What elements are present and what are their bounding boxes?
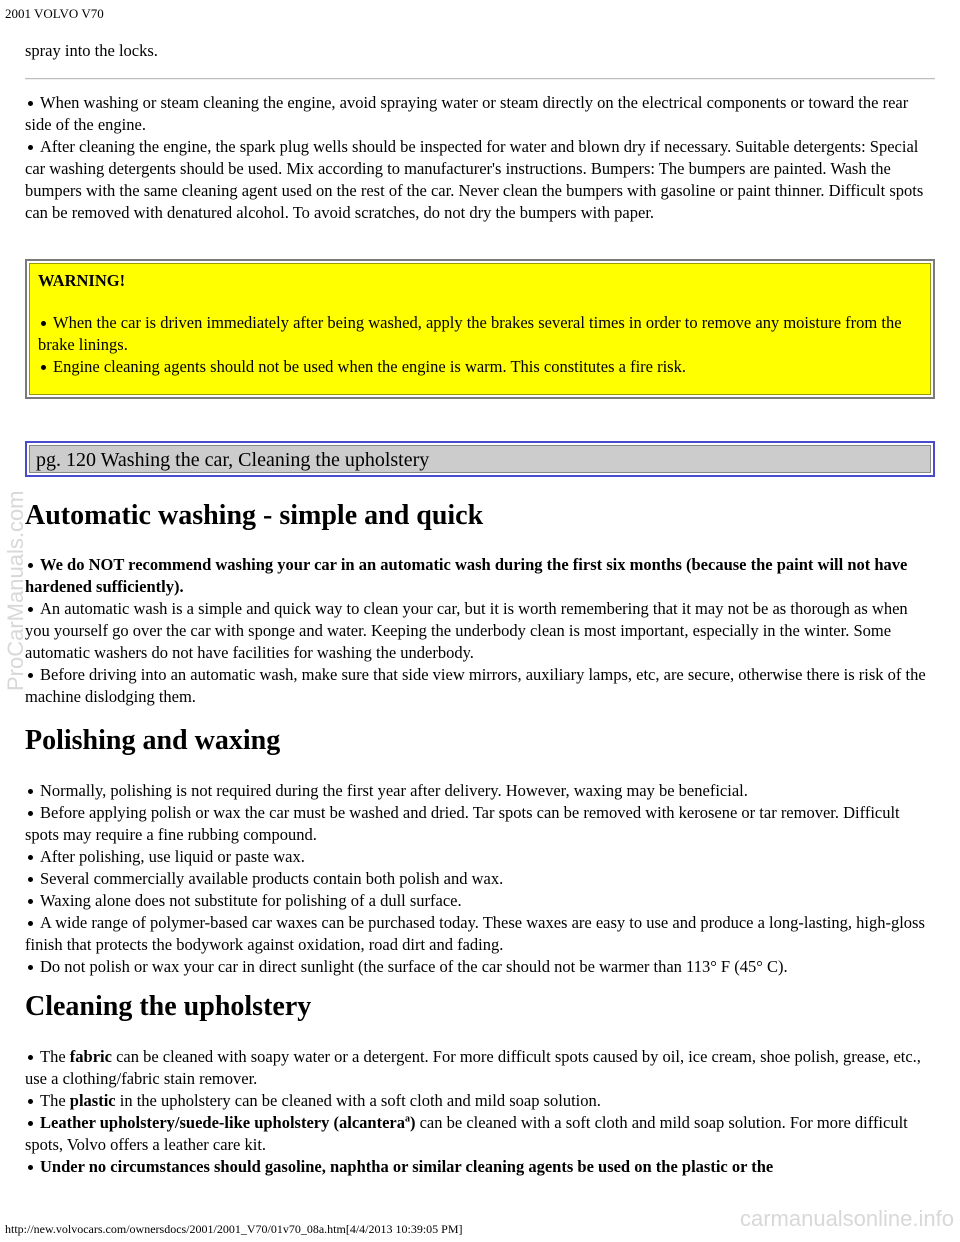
list-item: A wide range of polymer-based car waxes can be purchased today. These waxes are easy to use and produce a long-lasting, high-gloss finish that protects the bodywork against oxidation, road dirt and fading. xyxy=(25,912,930,956)
list-item-leather: Leather upholstery/suede-like upholstery (alcantera$^a$) can be cleaned with a soft cloth and mild soap solution. For more difficult spots, Volvo offers a leather care kit. xyxy=(25,1112,930,1156)
automatic-washing-list xyxy=(25,554,930,708)
engine-cleaning-list xyxy=(25,92,930,224)
list-item: Do not polish or wax your car in direct sunlight (the surface of the car should not be warmer than 113° F (45° C). xyxy=(25,956,930,978)
list-item: We do NOT recommend washing your car in an automatic wash during the first six months (because the paint will not have hardened sufficiently). xyxy=(25,554,930,598)
heading-cleaning-upholstery: Cleaning the upholstery xyxy=(25,991,312,1022)
warning-list xyxy=(38,312,922,378)
polishing-list xyxy=(25,780,930,978)
heading-automatic-washing: Automatic washing - simple and quick xyxy=(25,500,484,531)
bottom-watermark: carmanualsonline.info xyxy=(739,1206,954,1231)
warning-title: WARNING! xyxy=(38,271,126,290)
page-banner-text: pg. 120 Washing the car, Cleaning the upholstery xyxy=(29,445,931,473)
plastic-term: plastic xyxy=(69,1091,116,1110)
list-item: Waxing alone does not substitute for polishing of a dull surface. xyxy=(25,890,930,912)
list-item: When washing or steam cleaning the engine, avoid spraying water or steam directly on the electrical components or toward the rear side of the engine. xyxy=(25,92,930,136)
side-watermark: ProCarManuals.com xyxy=(3,490,28,691)
upholstery-list xyxy=(25,1046,930,1178)
page-banner xyxy=(25,441,935,477)
list-item: After cleaning the engine, the spark plug wells should be inspected for water and blown dry if necessary. Suitable detergents: Special car washing detergents should be used. Mix according to manufacturer's instructions. Bumpers: The bumpers are painted. Wash the bumpers with the same cleaning agent used on the rest of the car. Never clean the bumpers with gasoline or paint thinner. Difficult spots can be removed with denatured alcohol. To avoid scratches, do not dry the bumpers with paper. xyxy=(25,136,930,224)
warning-box xyxy=(25,259,935,399)
footer-url: http://new.volvocars.com/ownersdocs/2001/2001_V70/01v70_08a.htm[4/4/2013 10:39:05 PM] xyxy=(5,1222,463,1236)
list-item-warning: Under no circumstances should gasoline, naphtha or similar cleaning agents be used on the plastic or the xyxy=(25,1156,930,1178)
horizontal-divider xyxy=(25,78,935,80)
list-item: Before driving into an automatic wash, make sure that side view mirrors, auxiliary lamps, etc, are secure, otherwise there is risk of the machine dislodging them. xyxy=(25,664,930,708)
list-item: Before applying polish or wax the car must be washed and dried. Tar spots can be removed with kerosene or tar remover. Difficult spots may require a fine rubbing compound. xyxy=(25,802,930,846)
list-item: Several commercially available products contain both polish and wax. xyxy=(25,868,930,890)
list-item: After polishing, use liquid or paste wax. xyxy=(25,846,930,868)
heading-polishing-waxing: Polishing and waxing xyxy=(25,725,281,756)
list-item: Engine cleaning agents should not be used when the engine is warm. This constitutes a fire risk. xyxy=(38,356,922,378)
leather-term: Leather upholstery/suede-like upholstery (alcantera$^a$) xyxy=(40,1113,416,1132)
document-title: 2001 VOLVO V70 xyxy=(5,6,104,21)
list-item-fabric: The fabric can be cleaned with soapy water or a detergent. For more difficult spots caused by oil, ice cream, shoe polish, grease, etc., use a clothing/fabric stain remover. xyxy=(25,1046,930,1090)
intro-text: spray into the locks. xyxy=(25,41,158,60)
list-item: When the car is driven immediately after being washed, apply the brakes several times in order to remove any moisture from the brake linings. xyxy=(38,312,922,356)
list-item-plastic: The plastic in the upholstery can be cleaned with a soft cloth and mild soap solution. xyxy=(25,1090,930,1112)
list-item: An automatic wash is a simple and quick way to clean your car, but it is worth remembering that it may not be as thorough as when you yourself go over the car with sponge and water. Keeping the underbody clean is most important, especially in the winter. Some automatic washers do not have facilities for washing the underbody. xyxy=(25,598,930,664)
list-item: Normally, polishing is not required during the first year after delivery. However, waxing may be beneficial. xyxy=(25,780,930,802)
fabric-term: fabric xyxy=(69,1047,112,1066)
